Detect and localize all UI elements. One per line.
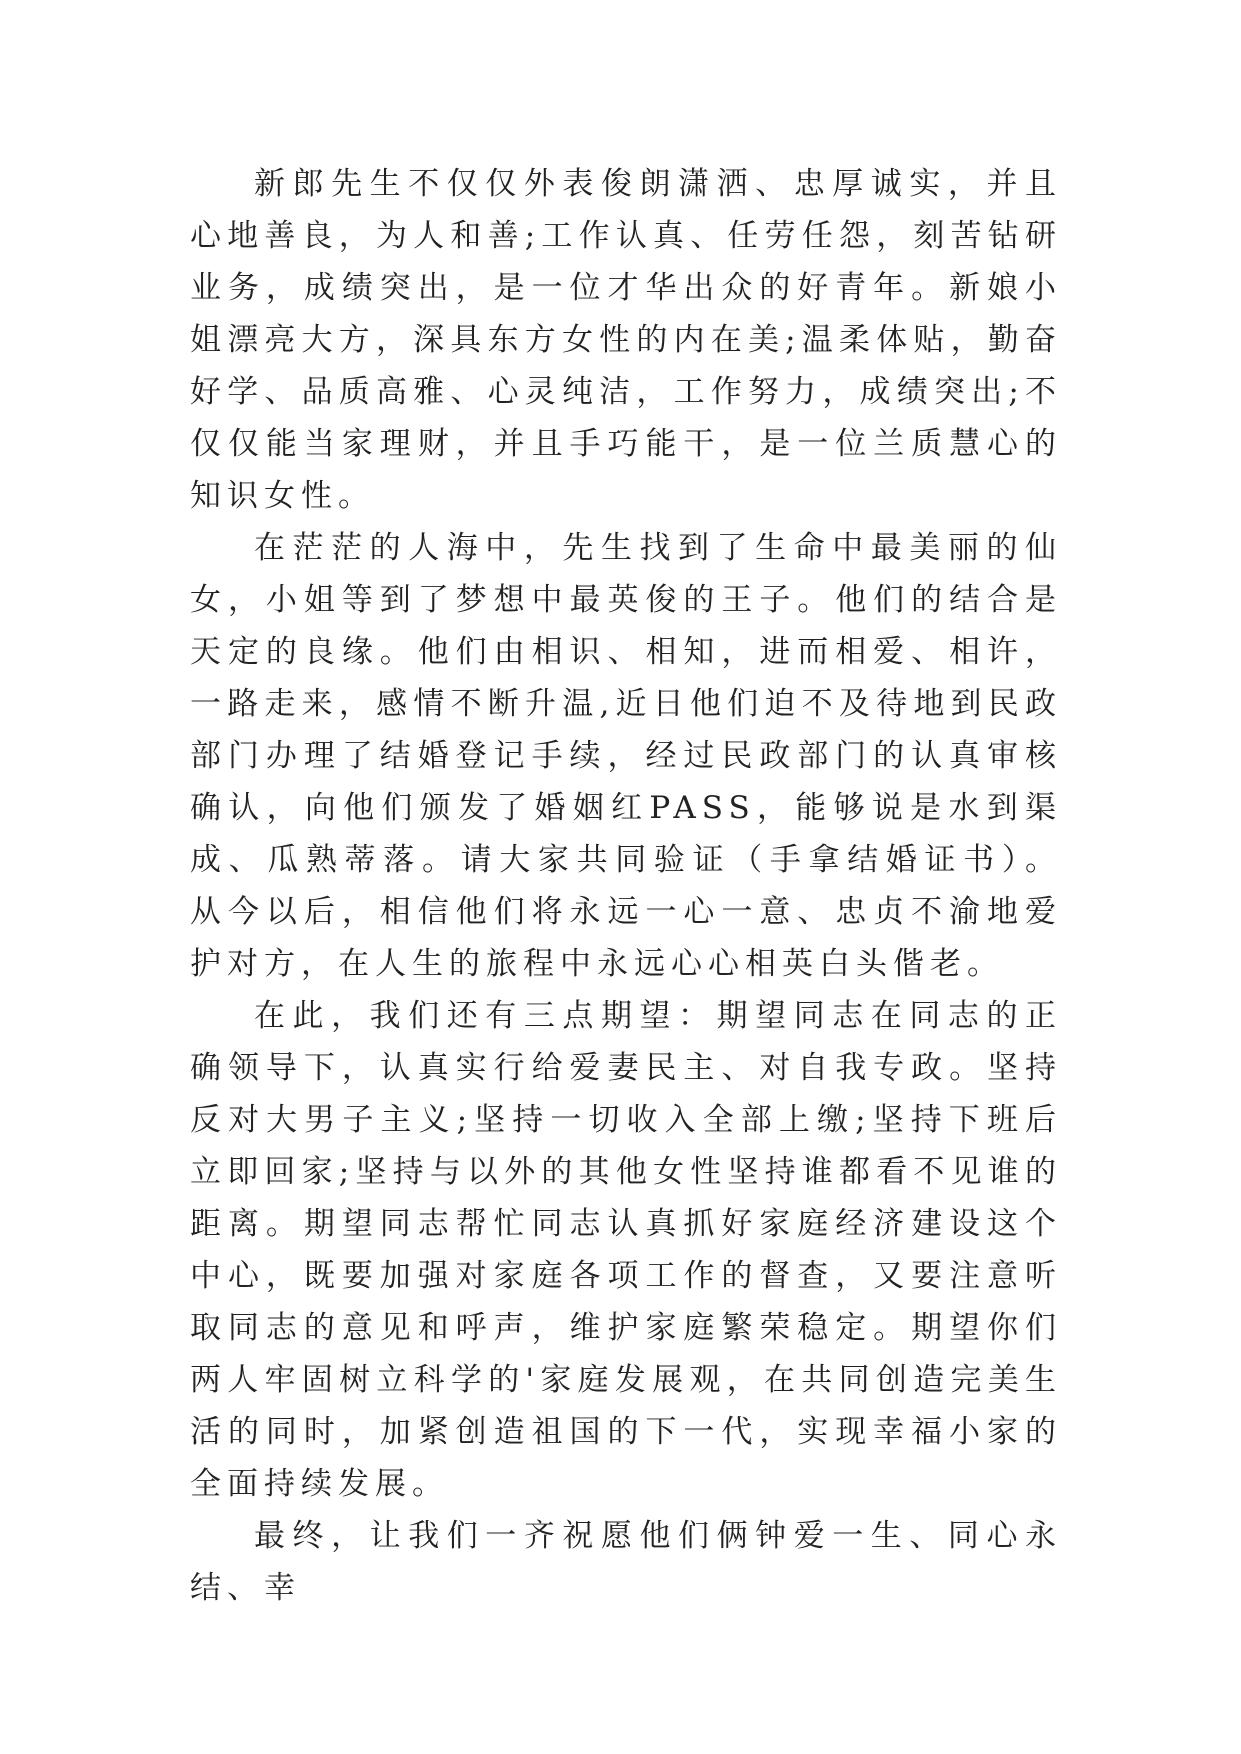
document-body (190, 158, 1062, 1614)
paragraph-closing-wish: 最终，让我们一齐祝愿他们俩钟爱一生、同心永结、幸 (190, 1518, 1062, 1606)
paragraph-groom-bride-intro: 新郎先生不仅仅外表俊朗潇洒、忠厚诚实，并且心地善良，为人和善;工作认真、任劳任怨，刻苦钻研业务，成绩突出，是一位才华出众的好青年。新娘小姐漂亮大方，深具东方女性的内在美;温柔体贴，勤奋好学、品质高雅、心灵纯洁，工作努力，成绩突出;不仅仅能当家理财，并且手巧能干，是一位兰质慧心的知识女性。 (190, 166, 1062, 514)
paragraph-expectations: 在此，我们还有三点期望：期望同志在同志的正确领导下，认真实行给爱妻民主、对自我专政。坚持反对大男子主义;坚持一切收入全部上缴;坚持下班后立即回家;坚持与以外的其他女性坚持谁都看不见谁的距离。期望同志帮忙同志认真抓好家庭经济建设这个中心，既要加强对家庭各项工作的督查，又要注意听取同志的意见和呼声，维护家庭繁荣稳定。期望你们两人牢固树立科学的'家庭发展观，在共同创造完美生活的同时，加紧创造祖国的下一代，实现幸福小家的全面持续发展。 (190, 998, 1062, 1502)
paragraph-union: 在茫茫的人海中，先生找到了生命中最美丽的仙女，小姐等到了梦想中最英俊的王子。他们的结合是天定的良缘。他们由相识、相知，进而相爱、相许，一路走来，感情不断升温,近日他们迫不及待地到民政部门办理了结婚登记手续，经过民政部门的认真审核确认，向他们颁发了婚姻红PASS，能够说是水到渠成、瓜熟蒂落。请大家共同验证（手拿结婚证书）。从今以后，相信他们将永远一心一意、忠贞不渝地爱护对方，在人生的旅程中永远心心相英白头偕老。 (190, 530, 1062, 982)
